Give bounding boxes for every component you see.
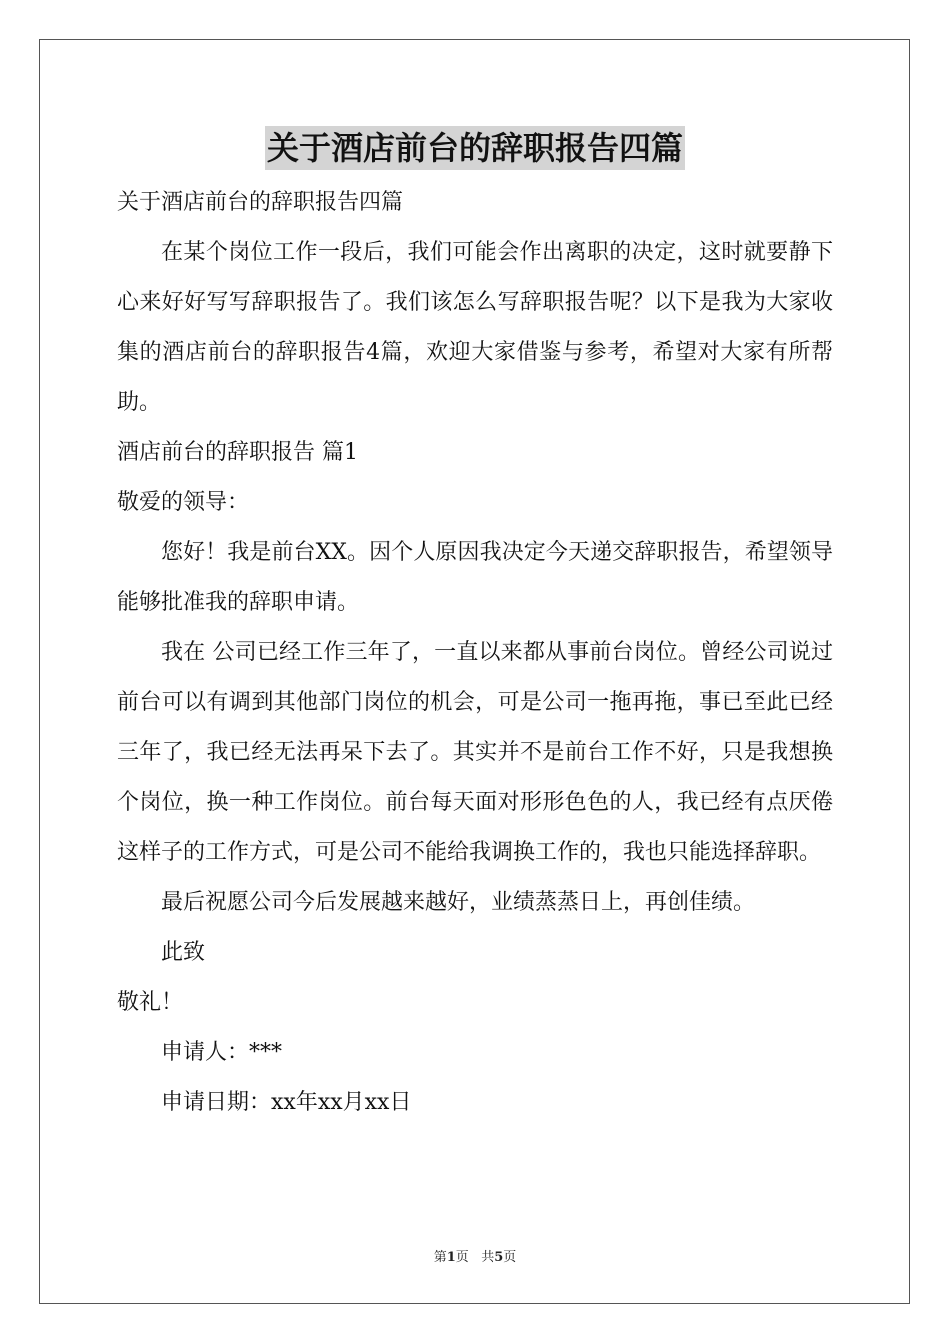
closing-phrase: 此致 bbox=[161, 940, 206, 965]
paragraph-wishes: 最后祝愿公司今后发展越来越好，业绩蒸蒸日上，再创佳绩。 bbox=[161, 890, 756, 915]
document-body bbox=[117, 178, 833, 1128]
paragraph-greeting: 您好！我是前台XX。因个人原因我决定今天递交辞职报告，希望领导能够批准我的辞职申请。 bbox=[117, 540, 833, 615]
paragraph-reason: 我在 公司已经工作三年了，一直以来都从事前台岗位。曾经公司说过前台可以有调到其他部门岗位的机会，可是公司一拖再拖，事已至此已经三年了，我已经无法再呆下去了。其实并不是前台工作不好，只是我想换个岗位，换一种工作岗位。前台每天面对形形色色的人，我已经有点厌倦这样子的工作方式，可是公司不能给我调换工作的，我也只能选择辞职。 bbox=[117, 640, 833, 865]
closing-salute: 敬礼！ bbox=[117, 990, 184, 1015]
section-heading: 酒店前台的辞职报告 篇1 bbox=[117, 440, 358, 465]
page-prefix: 第 bbox=[433, 1250, 447, 1265]
date-line: 申请日期：xx年xx月xx日 bbox=[161, 1090, 412, 1115]
applicant-line: 申请人：*** bbox=[161, 1040, 283, 1065]
paragraph-intro: 在某个岗位工作一段后，我们可能会作出离职的决定，这时就要静下心来好好写写辞职报告了。我们该怎么写辞职报告呢？以下是我为大家收集的酒店前台的辞职报告4篇，欢迎大家借鉴与参考，希望对大家有所帮助。 bbox=[117, 240, 833, 415]
title-container bbox=[0, 126, 950, 170]
page-footer bbox=[0, 1246, 950, 1265]
total-prefix: 共 bbox=[481, 1250, 495, 1265]
page-total: 5 bbox=[494, 1250, 504, 1265]
page-suffix: 页 bbox=[455, 1250, 469, 1265]
document-title: 关于酒店前台的辞职报告四篇 bbox=[265, 126, 685, 170]
salutation: 敬爱的领导： bbox=[117, 490, 250, 515]
total-suffix: 页 bbox=[503, 1250, 517, 1265]
paragraph-subtitle: 关于酒店前台的辞职报告四篇 bbox=[117, 190, 404, 215]
page-current: 1 bbox=[446, 1250, 456, 1265]
